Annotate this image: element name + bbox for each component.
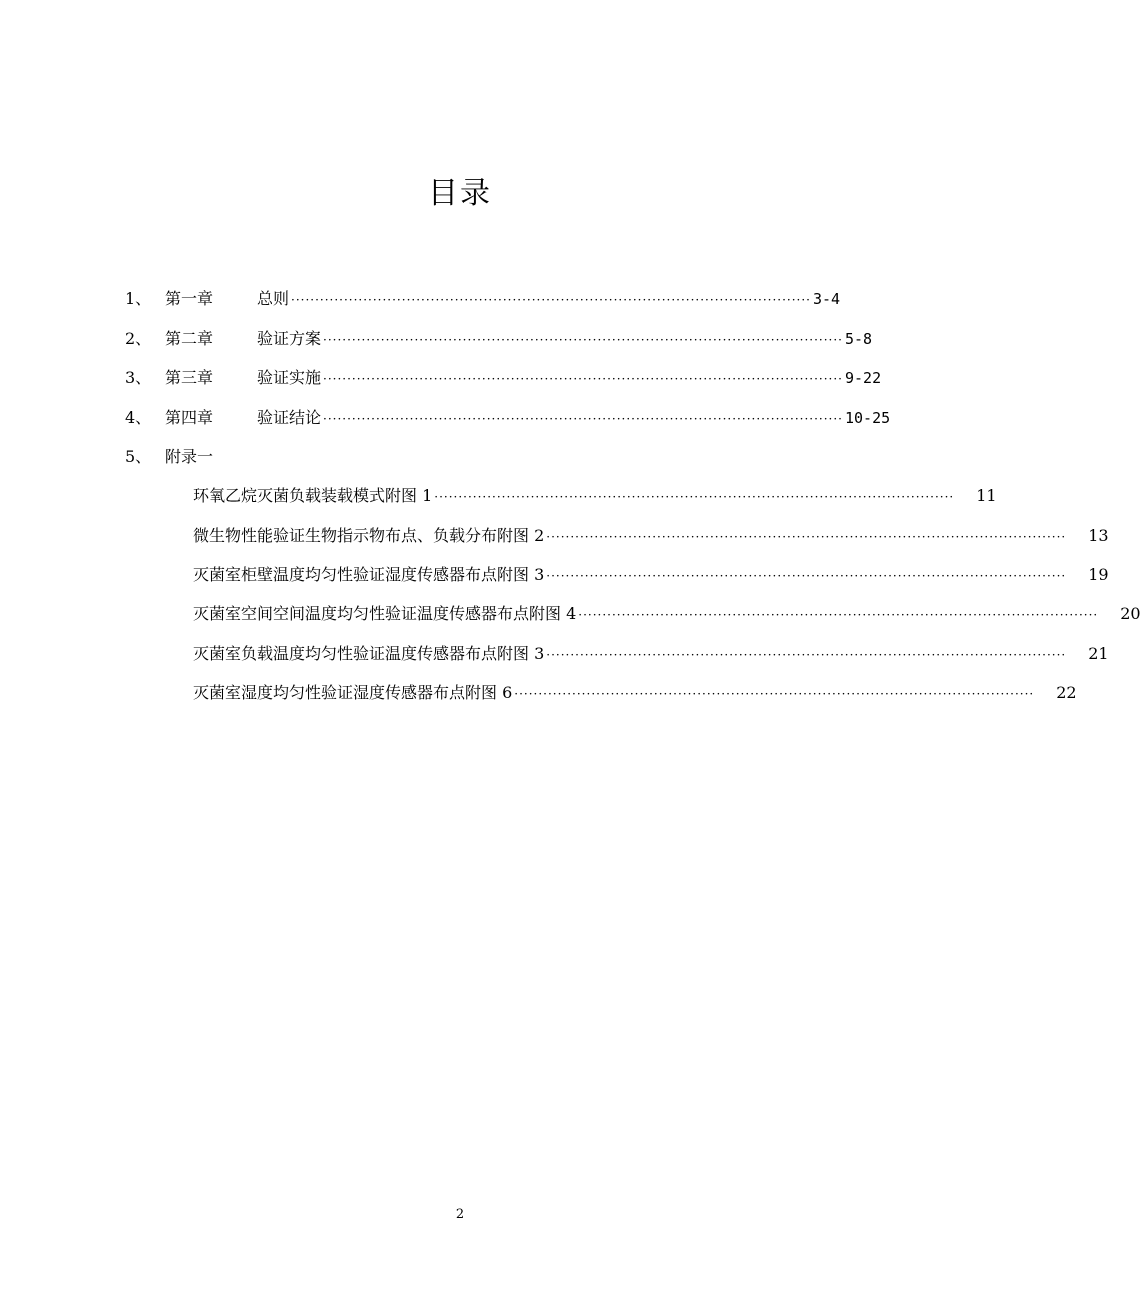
toc-label: 灭菌室湿度均匀性验证湿度传感器布点附图 6 <box>193 683 513 702</box>
toc-row-appendix-item-6[interactable] <box>193 681 1077 705</box>
toc-page: 10-25 <box>844 409 891 427</box>
toc-leader: ············································································································ <box>323 333 843 347</box>
toc-label: 微生物性能验证生物指示物布点、负载分布附图 2 <box>193 526 545 545</box>
toc-page: 13 <box>1088 526 1109 545</box>
toc-chapter: 第一章 <box>165 289 214 308</box>
toc-leader: ············································································································ <box>323 412 843 426</box>
toc-row-chapter-3[interactable] <box>0 366 920 390</box>
toc-page: 19 <box>1088 565 1109 584</box>
toc-number: 1、 <box>125 289 152 308</box>
toc-page: 11 <box>976 486 997 505</box>
toc-chapter: 第三章 <box>165 368 214 387</box>
toc-leader: ············································································································ <box>578 608 1099 622</box>
toc-page: 5-8 <box>844 330 873 348</box>
toc-page: 21 <box>1088 644 1109 663</box>
toc-row-appendix-item-5[interactable] <box>193 642 1109 666</box>
toc-row-appendix[interactable] <box>0 445 920 469</box>
toc-chapter: 第二章 <box>165 329 214 348</box>
toc-row-chapter-4[interactable] <box>0 406 920 430</box>
toc-leader: ············································································································ <box>434 490 955 504</box>
toc-leader: ············································································································ <box>546 648 1067 662</box>
toc-number: 2、 <box>125 329 152 348</box>
toc-leader: ············································································································ <box>291 293 811 307</box>
toc-label: 总则 <box>257 289 290 308</box>
toc-label: 灭菌室柜壁温度均匀性验证湿度传感器布点附图 3 <box>193 565 545 584</box>
toc-number: 3、 <box>125 368 152 387</box>
toc-label: 灭菌室空间空间温度均匀性验证温度传感器布点附图 4 <box>193 604 577 623</box>
toc-appendix-label: 附录一 <box>165 447 214 466</box>
toc-page: 9-22 <box>844 369 882 387</box>
toc-leader: ············································································································ <box>323 372 843 386</box>
toc-row-chapter-1[interactable] <box>0 287 920 311</box>
toc-page: 22 <box>1056 683 1077 702</box>
toc-number: 5、 <box>125 447 152 466</box>
toc-label: 环氧乙烷灭菌负载装载模式附图 1 <box>193 486 433 505</box>
toc-row-appendix-item-3[interactable] <box>193 563 1109 587</box>
toc-label: 验证方案 <box>257 329 322 348</box>
toc-label: 验证实施 <box>257 368 322 387</box>
page-number: 2 <box>455 1207 465 1222</box>
toc-leader: ············································································································ <box>514 687 1035 701</box>
toc-page: 20 <box>1120 604 1141 623</box>
toc-row-chapter-2[interactable] <box>0 327 920 351</box>
toc-label: 灭菌室负载温度均匀性验证温度传感器布点附图 3 <box>193 644 545 663</box>
toc-leader: ············································································································ <box>546 530 1067 544</box>
page-title: 目录 <box>428 176 492 211</box>
toc-page: 3-4 <box>812 290 841 308</box>
toc-row-appendix-item-2[interactable] <box>193 524 1109 548</box>
toc-row-appendix-item-4[interactable] <box>193 602 1141 626</box>
toc-leader: ············································································································ <box>546 569 1067 583</box>
toc-chapter: 第四章 <box>165 408 214 427</box>
toc-row-appendix-item-1[interactable] <box>193 484 997 508</box>
toc-number: 4、 <box>125 408 152 427</box>
toc-label: 验证结论 <box>257 408 322 427</box>
